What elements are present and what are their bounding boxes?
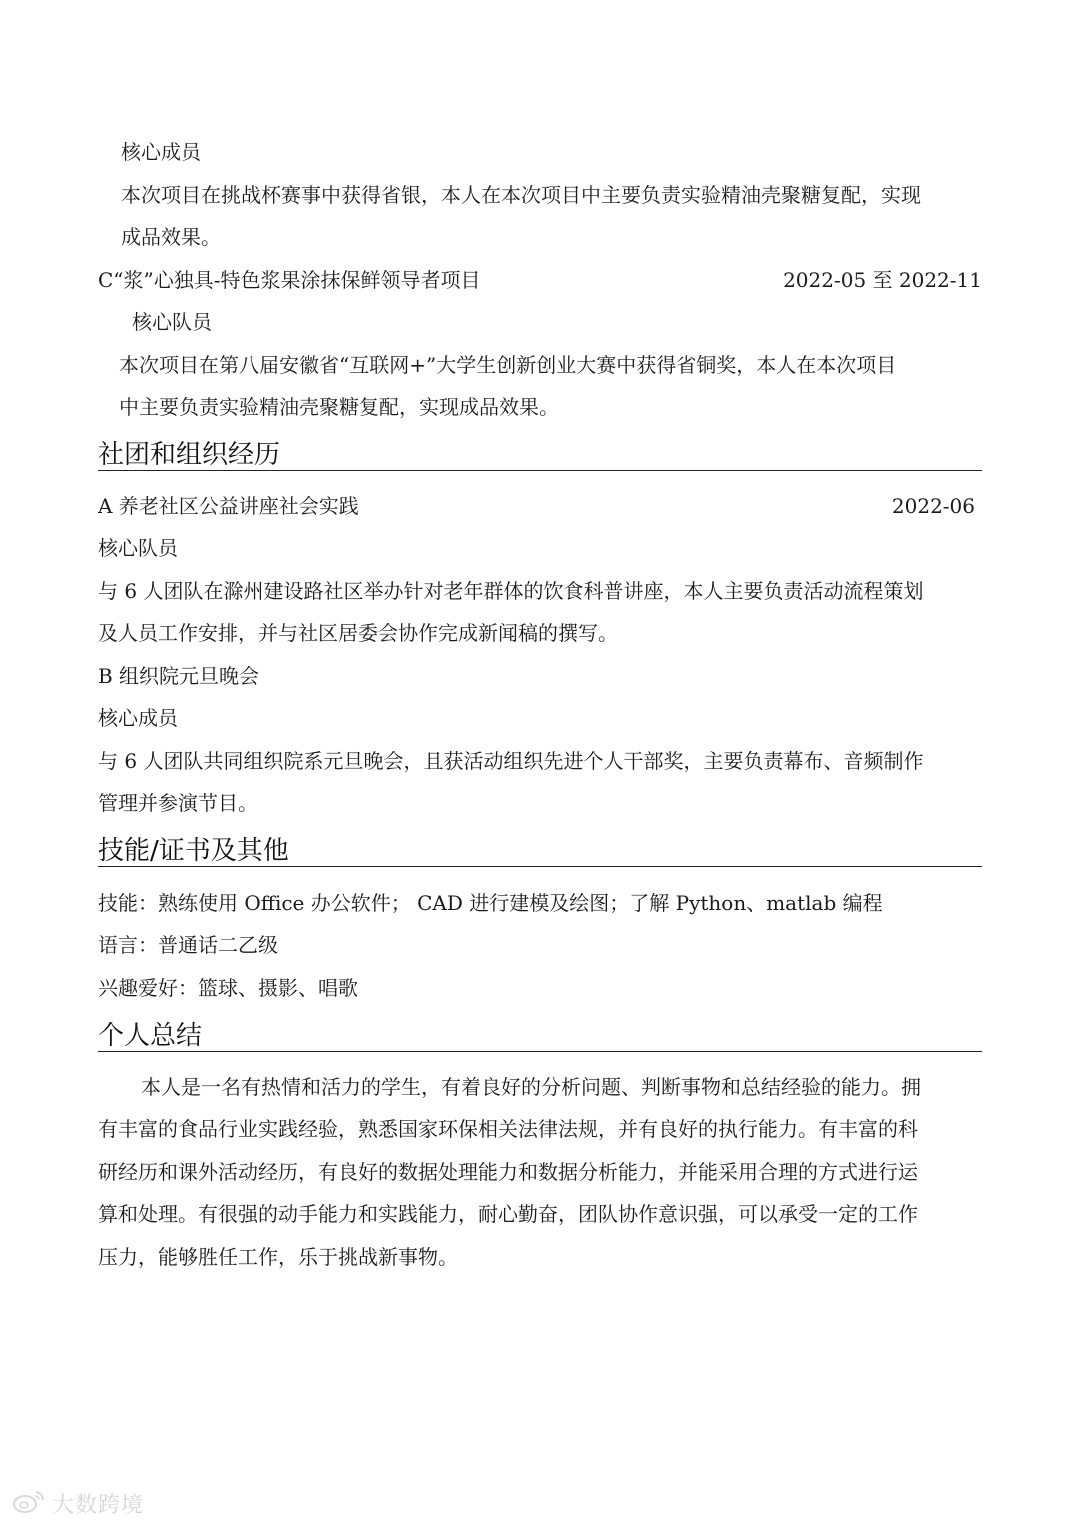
section-heading-summary-text: 个人总结 [98,1021,203,1051]
watermark [12,1490,144,1516]
watermark-text: 大数跨境 [52,1492,145,1518]
project-c-role: 核心队员 [132,310,212,334]
club-b-title: B 组织院元旦晚会 [98,664,260,688]
project-b-role: 核心成员 [121,140,201,164]
club-a-date: 2022-06 [891,494,975,518]
section-heading-skills-text: 技能/证书及其他 [98,836,289,866]
summary-line-4: 算和处理。有很强的动手能力和实践能力，耐心勤奋，团队协作意识强，可以承受一定的工作 [98,1202,918,1226]
section-heading-clubs-text: 社团和组织经历 [98,440,281,470]
club-a-description-line-1: 与 6 人团队在滁州建设路社区举办针对老年群体的饮食科普讲座，本人主要负责活动流程策划 [98,579,924,603]
club-a-description-line-2: 及人员工作安排，并与社区居委会协作完成新闻稿的撰写。 [98,621,618,645]
project-c-description-line-2: 中主要负责实验精油壳聚糖复配，实现成品效果。 [119,395,559,419]
summary-line-1: 本人是一名有热情和活力的学生，有着良好的分析问题、判断事物和总结经验的能力。拥 [141,1075,921,1099]
club-b-description-line-2: 管理并参演节目。 [98,791,258,815]
section-heading-clubs [98,430,982,471]
skills-line: 技能：熟练使用 Office 办公软件； CAD 进行建模及绘图；了解 Python、matlab 编程 [98,891,883,915]
section-heading-skills [98,826,982,867]
club-a-title: A 养老社区公益讲座社会实践 [98,494,359,518]
club-b-description-line-1: 与 6 人团队共同组织院系元旦晚会，且获活动组织先进个人干部奖，主要负责幕布、音频制作 [98,749,924,773]
hobbies-line: 兴趣爱好：篮球、摄影、唱歌 [98,976,358,1000]
project-c-date: 2022-05 至 2022-11 [783,268,982,292]
project-c-title: C“浆”心独具-特色浆果涂抹保鲜领导者项目 [98,268,481,292]
project-b-description-line-1: 本次项目在挑战杯赛事中获得省银，本人在本次项目中主要负责实验精油壳聚糖复配，实现 [121,183,921,207]
summary-line-5: 压力，能够胜任工作，乐于挑战新事物。 [98,1245,458,1269]
club-a-role: 核心队员 [98,536,178,560]
weibo-logo-icon [12,1488,46,1518]
project-b-description-line-2: 成品效果。 [121,225,221,249]
summary-line-3: 研经历和课外活动经历，有良好的数据处理能力和数据分析能力，并能采用合理的方式进行运 [98,1160,918,1184]
language-line: 语言：普通话二乙级 [98,933,278,957]
club-b-role: 核心成员 [98,706,178,730]
summary-line-2: 有丰富的食品行业实践经验，熟悉国家环保相关法律法规，并有良好的执行能力。有丰富的科 [98,1117,918,1141]
section-heading-summary [98,1011,982,1052]
project-c-description-line-1: 本次项目在第八届安徽省“互联网+”大学生创新创业大赛中获得省铜奖，本人在本次项目 [119,353,897,377]
